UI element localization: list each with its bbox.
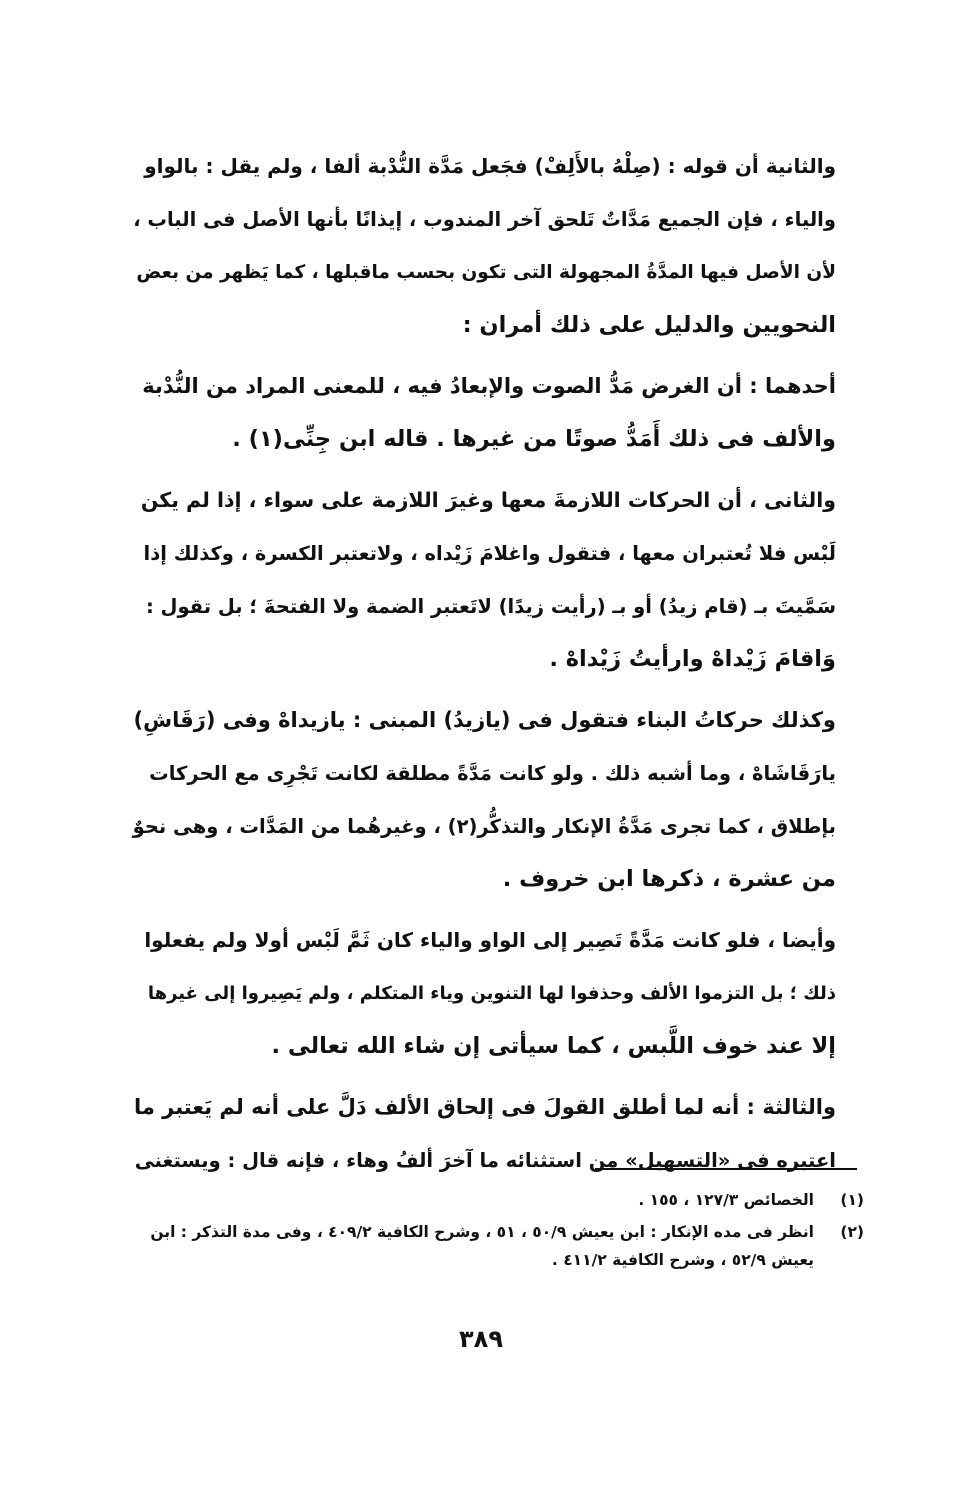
paragraph-1 [132, 140, 836, 352]
text-line: بإطلاق ، كما تجرى مَدَّةُ الإنكار والتذكُّر(٢) ، وغيرهُما من المَدَّات ، وهى نحوٌ [132, 815, 836, 838]
text-line: وأيضا ، فلو كانت مَدَّةً تَصِير إلى الواو والياء كان ثَمَّ لَبْس أولا ولم يفعلوا [144, 928, 836, 952]
footnote-line: الخصائص ١٢٧/٣ ، ١٥٥ . [638, 1191, 814, 1209]
footnote-1 [132, 1186, 864, 1214]
footnotes [132, 1186, 864, 1278]
page-number: ٣٨٩ [459, 1325, 503, 1353]
footnote-number: (١) [840, 1191, 864, 1209]
text-line: أحدهما : أن الغرض مَدُّ الصوت والإبعادُ فيه ، للمعنى المراد من النُّدْبة [142, 374, 836, 398]
footnote-number: (٢) [840, 1223, 864, 1241]
text-line: إلا عند خوف اللَّبس ، كما سيأتى إن شاء الله تعالى . [271, 1033, 836, 1059]
text-line: ذلك ؛ بل التزموا الألف وحذفوا لها التنوين وياء المتكلم ، ولم يَصِيروا إلى غيرها [147, 983, 836, 1004]
text-line: لأن الأصل فيها المدَّةُ المجهولة التى تكون بحسب ماقبلها ، كما يَظهر من بعض [136, 262, 836, 283]
text-line: سَمَّيتَ بـ (قام زيدُ) أو بـ (رأيت زيدًا) لاتَعتبر الضمة ولا الفتحةَ ؛ بل تقول : [145, 595, 836, 618]
text-line: لَبْس فلا تُعتبران معها ، فتقول واغلامَ زَيْداه ، ولاتعتبر الكسرة ، وكذلك إذا [143, 542, 836, 565]
paragraph-2 [132, 360, 836, 466]
text-line: اعتبره فى «التسهيل» من استثنائه ما آخرَ ألفُ وهاء ، فإنه قال : ويستغنى [134, 1149, 836, 1172]
text-line: والثانى ، أن الحركات اللازمةَ معها وغيرَ اللازمة على سواء ، إذا لم يكن [140, 488, 836, 512]
footnote-2 [132, 1218, 864, 1274]
footnote-line: انظر فى مده الإنكار : ابن يعيش ٥٠/٩ ، ٥١ ، وشرح الكافية ٤٠٩/٢ ، وفى مدة التذكر : ابن [150, 1223, 814, 1241]
text-line: وكذلك حركاتُ البناء فتقول فى (يازيدُ) المبنى : يازيداهْ وفى (رَقَاشِ) [133, 708, 836, 732]
footnote-line: يعيش ٥٢/٩ ، وشرح الكافية ٤١١/٢ . [551, 1251, 814, 1269]
footnote-text [132, 1218, 814, 1274]
text-line: النحويين والدليل على ذلك أمران : [462, 312, 836, 338]
text-line: والألف فى ذلك أَمَدُّ صوتًا من غيرها . قاله ابن جِنِّى(١) . [232, 426, 836, 452]
text-line: من عشرة ، ذكرها ابن خروف . [502, 866, 836, 892]
paragraph-4 [132, 694, 836, 906]
paragraph-6 [132, 1081, 836, 1187]
text-line: يارَقَاشَاهْ ، وما أشبه ذلك . ولو كانت مَدَّةً مطلقة لكانت تَجْرِى مع الحركات [149, 762, 836, 785]
text-line: والثانية أن قوله : (صِلْهُ بالأَلِفْ) فجَعل مَدَّة النُّدْبة ألفا ، ولم يقل : بالواو [144, 154, 836, 178]
footnote-text [132, 1186, 814, 1214]
paragraph-3 [132, 474, 836, 686]
paragraph-5 [132, 914, 836, 1073]
text-line: وَاقامَ زَيْداهْ وارأيتُ زَيْداهْ . [549, 646, 836, 672]
text-line: والياء ، فإن الجميع مَدَّاتٌ تَلحق آخر المندوب ، إيذانًا بأنها الأصل فى الباب ، [133, 208, 836, 231]
footnote-divider [595, 1168, 857, 1170]
text-line: والثالثة : أنه لما أطلق القولَ فى إلحاق الألف دَلَّ على أنه لم يَعتبر ما [133, 1095, 836, 1119]
main-text [132, 140, 836, 1195]
